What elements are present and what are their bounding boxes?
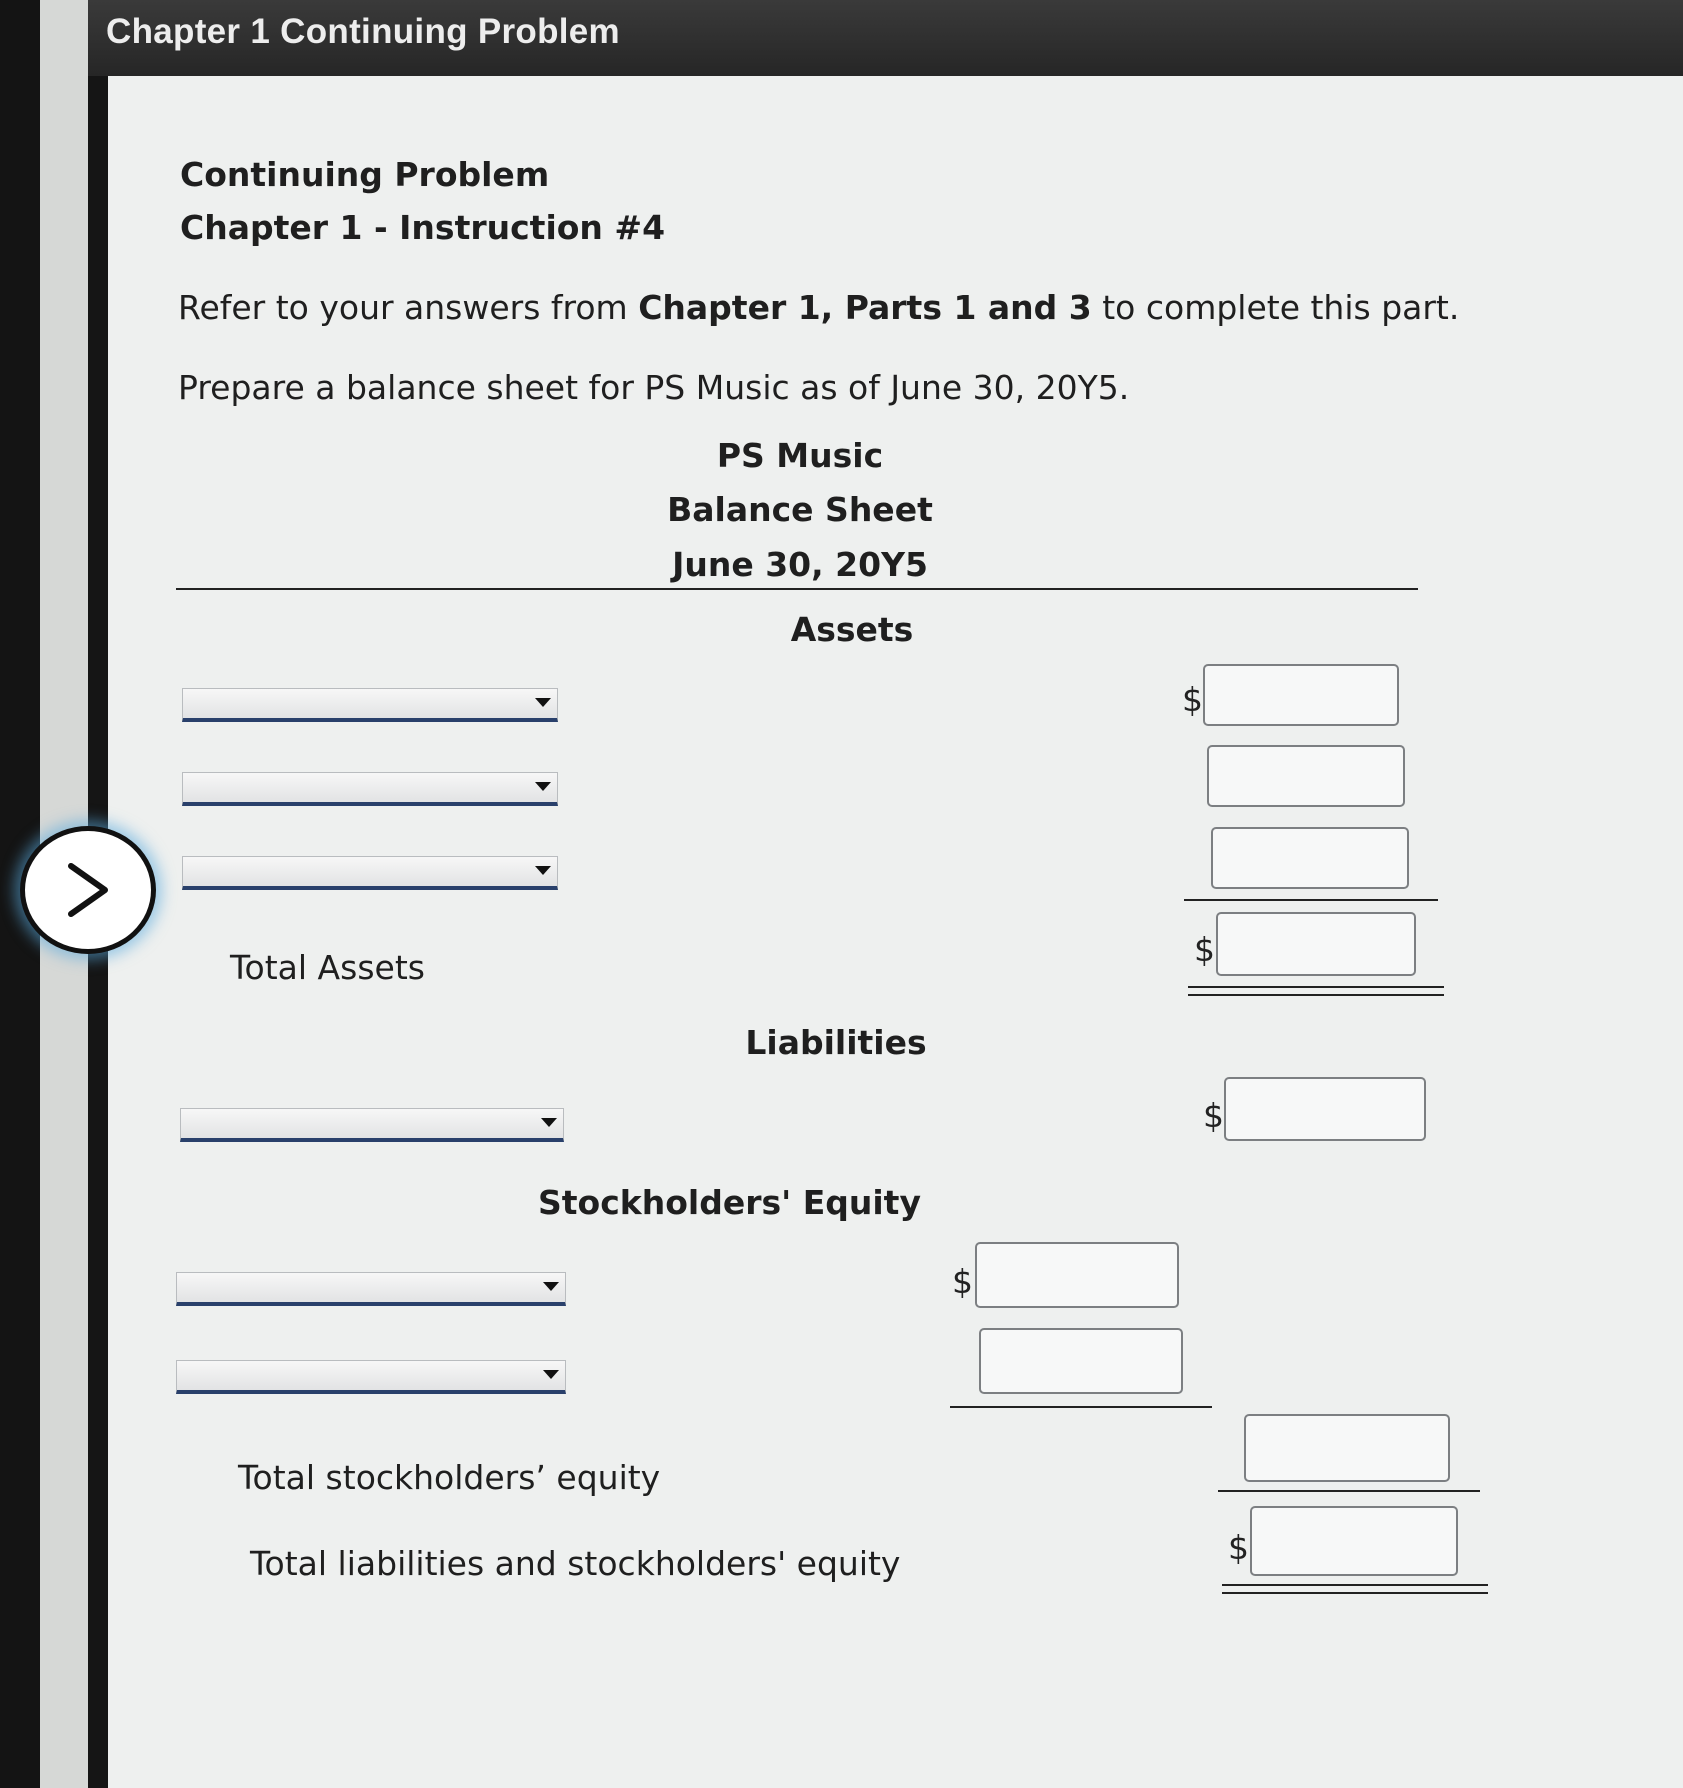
statement-date: June 30, 20Y5 — [672, 545, 928, 584]
equity-heading: Stockholders' Equity — [538, 1183, 921, 1222]
window-title: Chapter 1 Continuing Problem — [106, 12, 620, 51]
asset-amount-1[interactable] — [1203, 664, 1399, 726]
asset-account-select-2[interactable] — [182, 772, 558, 806]
asset-account-select-3[interactable] — [182, 856, 558, 890]
instruction-text — [178, 288, 1459, 327]
asset-account-select-1[interactable] — [182, 688, 558, 722]
grand-total-double-rule — [1222, 1584, 1488, 1594]
total-liab-equity-label: Total liabilities and stockholders' equity — [250, 1544, 901, 1583]
prompt-text: Prepare a balance sheet for PS Music as of June 30, 20Y5. — [178, 368, 1130, 407]
total-equity-label: Total stockholders’ equity — [238, 1458, 661, 1497]
caret-down-icon — [535, 698, 551, 707]
company-name: PS Music — [716, 436, 884, 475]
caret-down-icon — [541, 1118, 557, 1127]
instruction-post: to complete this part. — [1091, 288, 1460, 327]
asset-amount-2[interactable] — [1207, 745, 1405, 807]
currency-symbol: $ — [1228, 1528, 1249, 1567]
total-equity-amount[interactable] — [1244, 1414, 1450, 1482]
total-assets-label: Total Assets — [230, 948, 425, 987]
total-equity-rule — [1218, 1490, 1480, 1492]
currency-symbol: $ — [1203, 1096, 1224, 1135]
liability-amount[interactable] — [1224, 1077, 1426, 1141]
assets-heading: Assets — [790, 610, 914, 649]
chevron-right-icon — [61, 860, 115, 920]
asset-amount-3[interactable] — [1211, 827, 1409, 889]
liabilities-heading: Liabilities — [745, 1023, 927, 1062]
header-rule — [176, 588, 1418, 590]
caret-down-icon — [543, 1282, 559, 1291]
instruction-pre: Refer to your answers from — [178, 288, 639, 327]
total-double-rule — [1188, 986, 1444, 996]
currency-symbol: $ — [1182, 680, 1203, 719]
equity-account-select-2[interactable] — [176, 1360, 566, 1394]
equity-amount-1[interactable] — [975, 1242, 1179, 1308]
total-liab-equity-amount[interactable] — [1250, 1506, 1458, 1576]
problem-heading: Continuing Problem — [180, 155, 550, 194]
caret-down-icon — [543, 1370, 559, 1379]
instruction-bold: Chapter 1, Parts 1 and 3 — [638, 288, 1092, 327]
caret-down-icon — [535, 782, 551, 791]
currency-symbol: $ — [1194, 930, 1215, 969]
equity-account-select-1[interactable] — [176, 1272, 566, 1306]
total-assets-amount[interactable] — [1216, 912, 1416, 976]
currency-symbol: $ — [952, 1262, 973, 1301]
statement-name: Balance Sheet — [667, 490, 933, 529]
equity-subtotal-rule — [950, 1406, 1212, 1408]
liability-account-select[interactable] — [180, 1108, 564, 1142]
next-button[interactable] — [20, 826, 156, 954]
problem-subheading: Chapter 1 - Instruction #4 — [180, 208, 666, 247]
caret-down-icon — [535, 866, 551, 875]
equity-amount-2[interactable] — [979, 1328, 1183, 1394]
subtotal-rule — [1184, 899, 1438, 901]
